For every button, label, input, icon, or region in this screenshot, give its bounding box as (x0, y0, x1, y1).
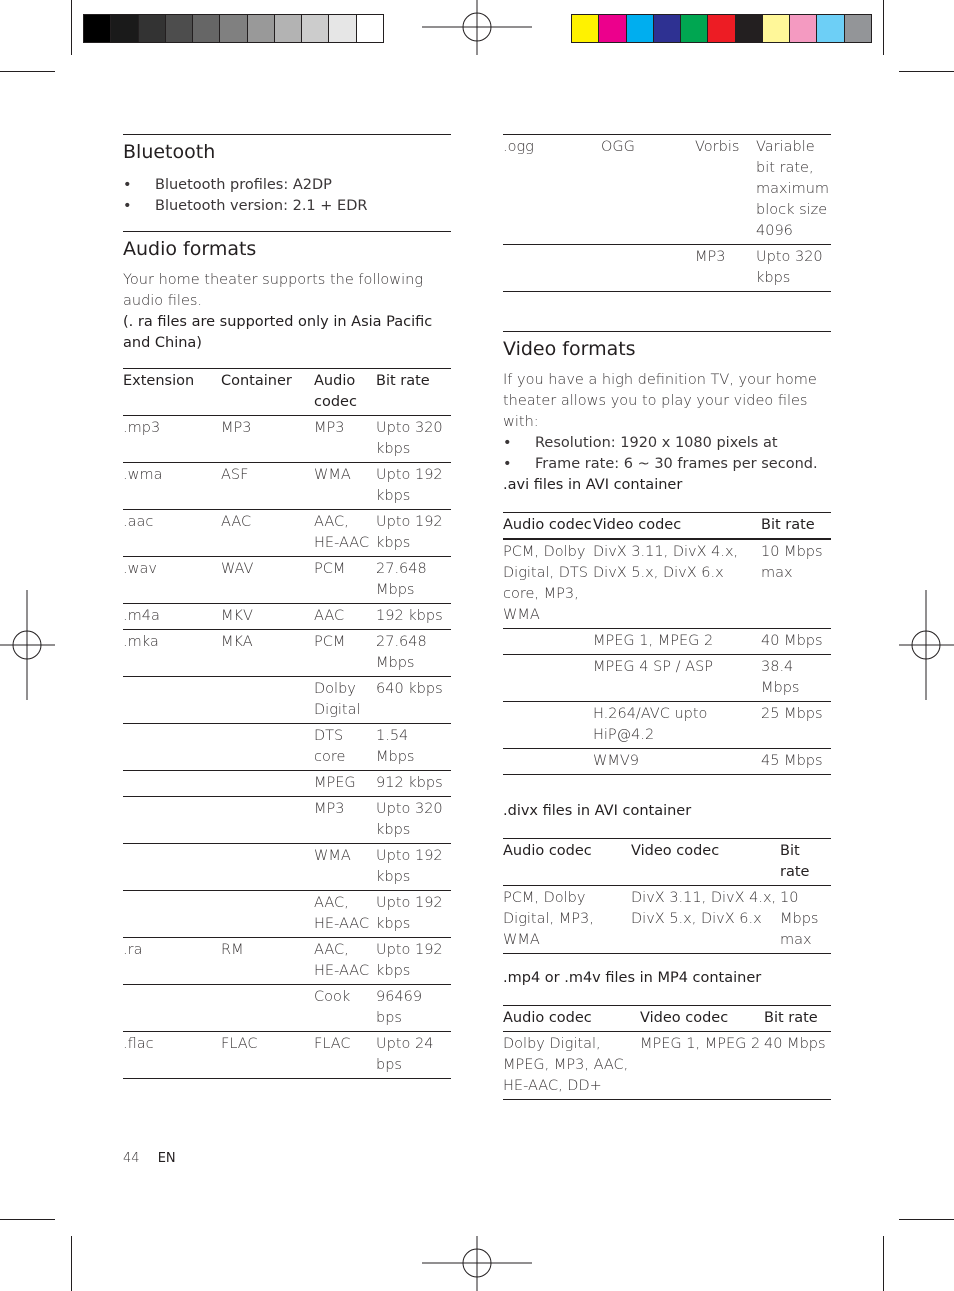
table-cell (221, 797, 314, 844)
table-cell: 96469 bps (376, 989, 423, 1026)
registration-mark-left (0, 590, 60, 700)
table-cell: PCM, Dolby Digital, DTS core, MP3, WMA (503, 544, 588, 623)
column-header: Video codec (631, 843, 720, 859)
table-cell: AAC, HE-AAC (314, 895, 370, 932)
table-cell: Variable bit rate, maximum block size 4096 (756, 139, 830, 239)
color-swatch (219, 15, 246, 42)
table-cell: .mka (123, 634, 159, 650)
color-swatch (301, 15, 328, 42)
table-cell: Vorbis (695, 139, 740, 155)
table-row (123, 844, 451, 891)
color-swatch (735, 15, 762, 42)
color-swatch (247, 15, 274, 42)
table-row (503, 539, 831, 629)
registration-mark-top (422, 0, 532, 60)
right-column (503, 134, 831, 1100)
table-cell: Dolby Digital, MPEG, MP3, AAC, HE-AAC, DD+ (503, 1036, 629, 1094)
table-cell: MPEG (314, 775, 356, 791)
table-cell: DivX 3.11, DivX 4.x, DivX 5.x, DivX 6.x (593, 544, 739, 581)
table-cell: FLAC (314, 1036, 351, 1052)
table-cell: 1.54 Mbps (376, 728, 415, 765)
table-header-row (503, 839, 831, 886)
table-row (503, 702, 831, 749)
column-header: Video codec (640, 1010, 729, 1026)
divx-heading: .divx files in AVI container (503, 803, 692, 819)
table-row (123, 604, 451, 630)
table-cell: .wma (123, 467, 163, 483)
avi-table (503, 512, 831, 775)
table-row (503, 135, 831, 245)
table-cell: 40 Mbps (761, 633, 823, 649)
left-column (123, 134, 451, 1079)
color-swatch (598, 15, 625, 42)
audio-formats-section (123, 231, 451, 1079)
table-cell: MPEG 1, MPEG 2 (593, 633, 714, 649)
table-row (503, 629, 831, 655)
table-cell: 27.648 Mbps (376, 634, 427, 671)
table-cell: Upto 192 kbps (376, 848, 443, 885)
table-cell: Upto 320 kbps (376, 420, 443, 457)
bluetooth-title: Bluetooth (123, 141, 216, 163)
table-cell: Upto 192 kbps (376, 895, 443, 932)
table-cell: DivX 3.11, DivX 4.x, DivX 5.x, DivX 6.x (631, 890, 777, 927)
table-cell: ASF (221, 467, 249, 483)
page-footer (123, 1150, 176, 1168)
column-header: Audio codec (503, 843, 592, 859)
avi-heading: .avi files in AVI container (503, 477, 683, 493)
divx-table (503, 838, 831, 954)
table-cell: 10 Mbps max (780, 890, 819, 948)
table-cell (503, 245, 601, 292)
table-cell: 38.4 Mbps (761, 659, 800, 696)
table-cell (221, 771, 314, 797)
table-cell: RM (221, 942, 244, 958)
crop-mark (883, 0, 884, 55)
column-header: Video codec (593, 517, 682, 533)
table-cell: .flac (123, 1036, 154, 1052)
column-header: Audio codec (314, 373, 357, 410)
crop-mark (71, 0, 72, 55)
audio-formats-title: Audio formats (123, 238, 257, 260)
color-swatch (84, 15, 110, 42)
table-cell: Upto 192 kbps (376, 467, 443, 504)
table-row (503, 245, 831, 292)
column-header: Audio codec (503, 1010, 592, 1026)
table-cell: 10 Mbps max (761, 544, 823, 581)
table-cell: Cook (314, 989, 351, 1005)
table-cell: WMA (314, 467, 351, 483)
column-header: Container (221, 373, 292, 389)
table-cell: H.264/AVC upto HiP@4.2 (593, 706, 708, 743)
list-item: • Bluetooth version: 2.1 + EDR (123, 196, 451, 217)
table-row (123, 771, 451, 797)
table-cell: PCM (314, 634, 346, 650)
column-header: Audio codec (503, 517, 592, 533)
table-cell: 27.648 Mbps (376, 561, 427, 598)
color-swatch (789, 15, 816, 42)
table-cell (123, 891, 221, 938)
table-cell: MPEG 4 SP / ASP (593, 659, 714, 675)
table-cell (123, 677, 221, 724)
table-cell: Upto 192 kbps (376, 514, 443, 551)
registration-mark-right (899, 590, 954, 700)
table-row (123, 891, 451, 938)
crop-mark (899, 1219, 954, 1220)
table-cell: PCM, Dolby Digital, MP3, WMA (503, 890, 594, 948)
table-cell: PCM (314, 561, 346, 577)
table-cell: .aac (123, 514, 154, 530)
table-cell (123, 797, 221, 844)
audio-note: (. ra files are supported only in Asia Pacific and China) (123, 314, 433, 351)
list-item: • Bluetooth profiles: A2DP (123, 175, 451, 196)
bluetooth-section (123, 134, 451, 217)
table-cell: WMV9 (593, 753, 639, 769)
table-cell: MP3 (221, 420, 252, 436)
table-cell: Upto 320 kbps (756, 249, 823, 286)
table-row (123, 677, 451, 724)
crop-mark (0, 1219, 55, 1220)
table-row (123, 938, 451, 985)
table-cell: 25 Mbps (761, 706, 823, 722)
table-header-row (503, 1006, 831, 1032)
color-swatch (356, 15, 383, 42)
table-cell (123, 844, 221, 891)
table-cell (503, 629, 593, 655)
table-cell: FLAC (221, 1036, 258, 1052)
color-swatch (680, 15, 707, 42)
table-cell: .wav (123, 561, 157, 577)
table-cell: .ogg (503, 139, 534, 155)
color-swatch (274, 15, 301, 42)
color-swatch (110, 15, 137, 42)
table-row (503, 655, 831, 702)
table-cell (503, 702, 593, 749)
table-cell: 192 kbps (376, 608, 443, 624)
table-cell: MP3 (695, 249, 726, 265)
mp4-table (503, 1005, 831, 1100)
table-row (503, 749, 831, 775)
color-swatch (626, 15, 653, 42)
registration-mark-bottom (422, 1236, 532, 1291)
mp4-heading: .mp4 or .m4v files in MP4 container (503, 970, 762, 986)
color-swatch (328, 15, 355, 42)
color-swatch (138, 15, 165, 42)
audio-formats-table (123, 368, 451, 1079)
column-header: Bit rate (376, 373, 430, 389)
table-cell: AAC, HE-AAC (314, 942, 370, 979)
table-row (123, 724, 451, 771)
table-cell (123, 985, 221, 1032)
column-header: Bit rate (780, 843, 810, 880)
list-item: • Frame rate: 6 ~ 30 frames per second. (503, 454, 831, 475)
table-cell (221, 724, 314, 771)
table-row (123, 630, 451, 677)
list-item: • Resolution: 1920 x 1080 pixels at (503, 433, 831, 454)
video-intro: If you have a high definition TV, your home theater allows you to play your video files with: (503, 372, 817, 430)
language-code: EN (157, 1151, 176, 1166)
audio-intro: Your home theater supports the following audio files. (123, 272, 424, 309)
bluetooth-list (123, 175, 451, 217)
table-header-row (123, 369, 451, 416)
table-row (123, 1032, 451, 1079)
table-cell: MP3 (314, 420, 345, 436)
table-cell: 912 kbps (376, 775, 443, 791)
table-row (503, 886, 831, 954)
table-cell: WMA (314, 848, 351, 864)
color-swatch (707, 15, 734, 42)
color-swatch (844, 15, 871, 42)
column-header: Extension (123, 373, 195, 389)
table-cell: AAC (314, 608, 345, 624)
table-cell: .ra (123, 942, 143, 958)
crop-mark (883, 1236, 884, 1291)
table-cell: AAC (221, 514, 252, 530)
table-row (123, 797, 451, 844)
table-row (123, 985, 451, 1032)
table-cell (123, 771, 221, 797)
color-swatch (653, 15, 680, 42)
color-swatch (165, 15, 192, 42)
table-cell: MPEG 1, MPEG 2 (640, 1036, 761, 1052)
table-cell: 45 Mbps (761, 753, 823, 769)
audio-formats-table-continued (503, 134, 831, 292)
table-cell (221, 677, 314, 724)
table-cell: .m4a (123, 608, 160, 624)
video-formats-title: Video formats (503, 338, 636, 360)
crop-mark (71, 1236, 72, 1291)
table-cell (123, 724, 221, 771)
table-cell: MKA (221, 634, 253, 650)
table-cell: 40 Mbps (764, 1036, 826, 1052)
table-cell: .mp3 (123, 420, 161, 436)
table-cell (601, 245, 695, 292)
color-swatch (816, 15, 843, 42)
table-row (123, 557, 451, 604)
column-header: Bit rate (764, 1010, 818, 1026)
video-formats-section (503, 331, 831, 1100)
crop-mark (0, 71, 55, 72)
table-cell: Upto 192 kbps (376, 942, 443, 979)
color-swatch (192, 15, 219, 42)
table-cell: OGG (601, 139, 635, 155)
crop-mark (899, 71, 954, 72)
table-cell (503, 749, 593, 775)
table-cell: WAV (221, 561, 254, 577)
table-cell: MKV (221, 608, 253, 624)
table-cell: 640 kbps (376, 681, 443, 697)
table-cell (503, 655, 593, 702)
table-row (123, 416, 451, 463)
grayscale-color-bar (83, 14, 384, 43)
process-color-bar (571, 14, 872, 43)
table-cell: Upto 320 kbps (376, 801, 443, 838)
table-cell: DTS core (314, 728, 346, 765)
table-cell: MP3 (314, 801, 345, 817)
table-cell (221, 985, 314, 1032)
table-cell: Dolby Digital (314, 681, 361, 718)
table-header-row (503, 513, 831, 540)
table-row (123, 463, 451, 510)
page-number: 44 (123, 1151, 140, 1166)
color-swatch (572, 15, 598, 42)
table-cell: Upto 24 bps (376, 1036, 434, 1073)
column-header: Bit rate (761, 517, 815, 533)
color-swatch (762, 15, 789, 42)
video-requirements-list (503, 433, 831, 475)
table-cell: AAC, HE-AAC (314, 514, 370, 551)
table-row (503, 1032, 831, 1100)
table-cell (221, 844, 314, 891)
table-row (123, 510, 451, 557)
table-cell (221, 891, 314, 938)
